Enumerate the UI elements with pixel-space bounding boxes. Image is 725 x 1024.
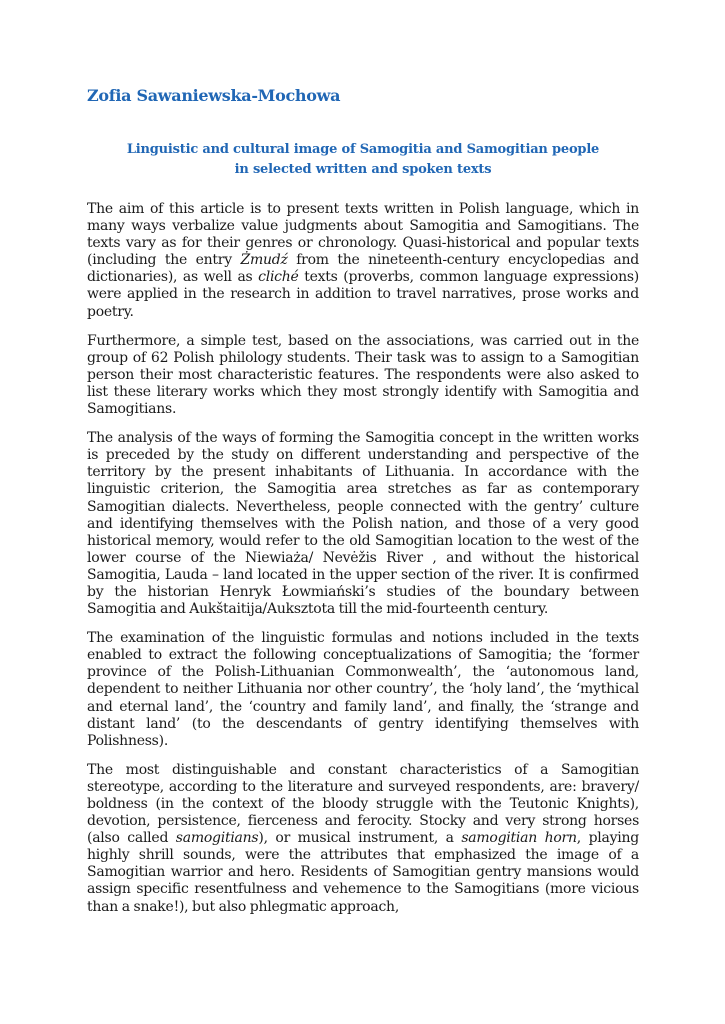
paragraph xyxy=(87,762,639,916)
article-title-line-1: Linguistic and cultural image of Samogitia and Samogitian people xyxy=(126,142,600,157)
italic-term: samogitians xyxy=(175,830,259,847)
text-run: ), or musical instrument, a xyxy=(258,830,462,847)
author-name: Zofia Sawaniewska-Mochowa xyxy=(87,86,341,105)
text-run: The most distinguishable and constant characteristics of a Samogitian stereotype, according to the literature and surveyed respondents, are: bravery/ boldness (in the context of the bloody struggle with the Teutonic Knights), devotion, persistence, fierceness and ferocity. Stocky and very strong horses (also called xyxy=(87,761,639,847)
article-body xyxy=(87,201,639,916)
italic-term: samogitian horn xyxy=(461,830,577,847)
paragraph xyxy=(87,630,639,750)
text-run: The analysis of the ways of forming the Samogitia concept in the written works is preceded by the study on different understanding and perspective of the territory by the present inhabitants of Lithuania. In accordance with the linguistic criterion, the Samogitia area stretches as far as contemporary Samogitian dialects. Nevertheless, people connected with the gentry’ culture and identifying themselves with the Polish nation, and those of a very good historical memory, would refer to the old Samogitian location to the west of the lower course of the Niewiaża/ Nevėžis River , and without the historical Samogitia, Lauda – land located in the upper section of the river. It is confirmed by the historian Henryk Łowmiański’s studies of the boundary between Samogitia and Aukštaitija/Auksztota till the mid-fourteenth century. xyxy=(87,430,639,618)
text-run: , playing highly shrill sounds, were the attributes that emphasized the image of a Samogitian warrior and hero. Residents of Samogitian gentry mansions would assign specific resentfulness and vehemence to the Samogitians (more vicious than a snake!), but also phlegmatic approach, xyxy=(87,830,639,915)
article-title-line-2: in selected written and spoken texts xyxy=(234,162,492,177)
text-run: Furthermore, a simple test, based on the associations, was carried out in the group of 62 Polish philology students. Their task was to assign to a Samogitian person their most characteristic features. The respondents were also asked to list these literary works which they most strongly identify with Samogitia and Samogitians. xyxy=(87,332,639,418)
paragraph xyxy=(87,430,639,618)
italic-term: cliché xyxy=(258,269,299,286)
text-run: The examination of the linguistic formulas and notions included in the texts enabled to extract the following conceptualizations of Samogitia; the ‘former province of the Polish-Lithuanian Commonwealth’, the ‘autonomous land, dependent to neither Lithuania nor other country’, the ‘holy land’, the ‘mythical and eternal land’, the ‘country and family land’, and finally, the ‘strange and distant land’ (to the descendants of gentry identifying themselves with Polishness). xyxy=(87,630,639,749)
article-title xyxy=(87,140,639,180)
paragraph xyxy=(87,333,639,418)
document-page xyxy=(87,86,639,928)
paragraph xyxy=(87,201,639,321)
text-run: texts (proverbs, common language expressions) were applied in the research in addition to travel narratives, prose works and poetry. xyxy=(87,269,639,320)
text-run: from the nineteenth-century encyclopedias and dictionaries), as well as xyxy=(87,252,639,286)
italic-term: Żmudź xyxy=(240,252,288,269)
text-run: The aim of this article is to present texts written in Polish language, which in many ways verbalize value judgments about Samogitia and Samogitians. The texts vary as for their genres or chronology. Quasi-historical and popular texts (including the entry xyxy=(87,201,639,269)
